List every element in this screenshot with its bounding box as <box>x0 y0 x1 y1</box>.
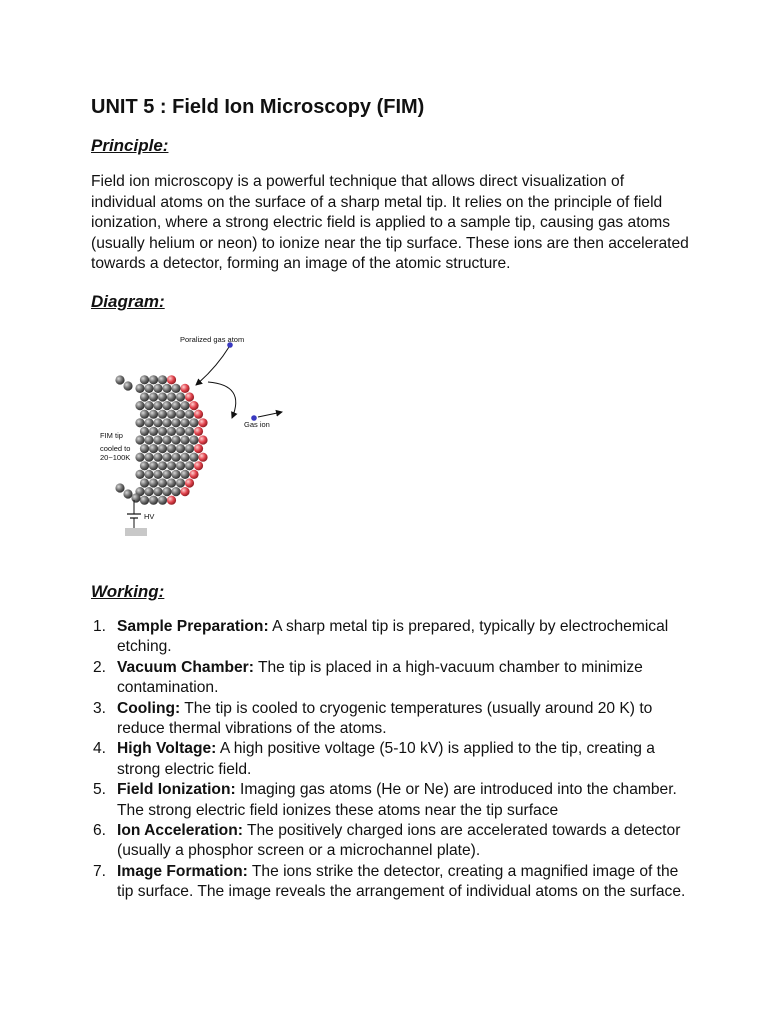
lattice-atom <box>149 410 158 419</box>
lattice-atom <box>167 410 176 419</box>
list-item: 4. High Voltage: A high positive voltage (5-10 kV) is applied to the tip, creating a strong electric field. <box>93 740 655 778</box>
lattice-atom <box>140 461 149 470</box>
shank-atom <box>131 493 140 502</box>
lattice-atom <box>176 478 185 487</box>
lattice-atom <box>185 461 194 470</box>
lattice-atom <box>167 444 176 453</box>
lattice-atom <box>171 435 180 444</box>
lattice-atom <box>140 444 149 453</box>
lattice-atom <box>176 444 185 453</box>
lattice-atom <box>140 375 149 384</box>
surface-atom <box>167 496 176 505</box>
lattice-atom <box>153 435 162 444</box>
label-temperature: 20~100K <box>100 453 131 462</box>
lattice-atom <box>167 478 176 487</box>
lattice-atom <box>144 487 153 496</box>
surface-atom <box>194 444 203 453</box>
lattice-atom <box>189 453 198 462</box>
lattice-atom <box>185 410 194 419</box>
lattice-atom <box>158 461 167 470</box>
list-item: 5. Field Ionization: Imaging gas atoms (He or Ne) are introduced into the chamber. The strong electric field ionizes these atoms near the tip surface <box>93 781 677 819</box>
shank-atom <box>123 489 132 498</box>
lattice-atom <box>176 427 185 436</box>
lattice-atom <box>149 427 158 436</box>
lattice-atom <box>153 384 162 393</box>
lattice-atom <box>158 478 167 487</box>
lattice-atom <box>171 401 180 410</box>
label-polarized-gas-atom: Poralized gas atom <box>180 335 245 344</box>
lattice-atom <box>153 401 162 410</box>
surface-atom <box>180 487 189 496</box>
surface-atom <box>189 470 198 479</box>
principle-heading: Principle: <box>91 136 169 155</box>
lattice-atom <box>135 418 144 427</box>
lattice-atom <box>171 453 180 462</box>
shank-atom <box>123 381 132 390</box>
lattice-atom <box>135 401 144 410</box>
surface-atom <box>194 461 203 470</box>
lattice-atom <box>144 418 153 427</box>
lattice-atom <box>167 427 176 436</box>
lattice-atom <box>162 435 171 444</box>
lattice-atom <box>140 427 149 436</box>
lattice-atom <box>135 470 144 479</box>
lattice-atom <box>158 392 167 401</box>
lattice-atom <box>171 418 180 427</box>
surface-atom <box>194 410 203 419</box>
ionization-arrow <box>208 382 236 418</box>
lattice-atom <box>149 444 158 453</box>
page-title: UNIT 5 : Field Ion Microscopy (FIM) <box>91 96 425 118</box>
lattice-atom <box>158 375 167 384</box>
lattice-atom <box>149 496 158 505</box>
lattice-atom <box>153 487 162 496</box>
shank-atom <box>115 483 124 492</box>
atom-lattice <box>115 375 207 505</box>
surface-atom <box>194 427 203 436</box>
lattice-atom <box>185 427 194 436</box>
lattice-atom <box>158 444 167 453</box>
lattice-atom <box>167 461 176 470</box>
lattice-atom <box>153 453 162 462</box>
lattice-atom <box>176 461 185 470</box>
lattice-atom <box>153 470 162 479</box>
lattice-atom <box>153 418 162 427</box>
lattice-atom <box>140 392 149 401</box>
lattice-atom <box>162 453 171 462</box>
lattice-atom <box>162 418 171 427</box>
lattice-atom <box>180 435 189 444</box>
lattice-atom <box>144 384 153 393</box>
lattice-atom <box>135 453 144 462</box>
lattice-atom <box>135 384 144 393</box>
label-fim-tip: FIM tip <box>100 431 123 440</box>
incoming-gas-arrow <box>196 347 229 385</box>
lattice-atom <box>135 435 144 444</box>
lattice-atom <box>140 496 149 505</box>
ion-departure-arrow <box>258 412 282 417</box>
list-item: 1. Sample Preparation: A sharp metal tip is prepared, typically by electrochemical etching. <box>93 618 669 656</box>
lattice-atom <box>149 375 158 384</box>
list-item: 2. Vacuum Chamber: The tip is placed in a high-vacuum chamber to minimize contamination. <box>93 658 643 697</box>
shank-atom <box>115 375 124 384</box>
lattice-atom <box>180 401 189 410</box>
fim-diagram <box>96 330 296 540</box>
lattice-atom <box>149 461 158 470</box>
lattice-atom <box>189 418 198 427</box>
surface-atom <box>180 384 189 393</box>
list-item: 3. Cooling: The tip is cooled to cryogenic temperatures (usually around 20 K) to reduce thermal vibrations of the atoms. <box>93 699 653 738</box>
label-hv: HV <box>144 512 155 521</box>
surface-atom <box>167 375 176 384</box>
surface-atom <box>198 453 207 462</box>
lattice-atom <box>162 470 171 479</box>
lattice-atom <box>176 410 185 419</box>
lattice-atom <box>140 478 149 487</box>
list-item: 7. Image Formation: The ions strike the detector, creating a magnified image of the tip surface. The image reveals the arrangement of individual atoms on the surface. <box>93 862 686 901</box>
surface-atom <box>189 401 198 410</box>
lattice-atom <box>176 392 185 401</box>
lattice-atom <box>162 487 171 496</box>
lattice-atom <box>144 453 153 462</box>
surface-atom <box>198 418 207 427</box>
lattice-atom <box>185 444 194 453</box>
lattice-atom <box>180 470 189 479</box>
label-gas-ion: Gas ion <box>244 420 270 429</box>
lattice-atom <box>189 435 198 444</box>
lattice-atom <box>171 384 180 393</box>
lattice-atom <box>140 410 149 419</box>
lattice-atom <box>171 470 180 479</box>
lattice-atom <box>144 401 153 410</box>
lattice-atom <box>149 478 158 487</box>
lattice-atom <box>144 435 153 444</box>
label-cooled-to: cooled to <box>100 444 131 453</box>
lattice-atom <box>144 470 153 479</box>
lattice-atom <box>162 384 171 393</box>
surface-atom <box>185 478 194 487</box>
lattice-atom <box>171 487 180 496</box>
lattice-atom <box>149 392 158 401</box>
list-item: 6. Ion Acceleration: The positively charged ions are accelerated towards a detector (usually a phosphor screen or a microchannel plate). <box>93 822 681 860</box>
lattice-atom <box>158 410 167 419</box>
surface-atom <box>185 392 194 401</box>
working-heading: Working: <box>91 582 165 601</box>
fim-diagram-svg <box>96 330 296 540</box>
principle-text: Field ion microscopy is a powerful technique that allows direct visualization of individual atoms on the surface of a sharp metal tip. It relies on the principle of field ionization, where a strong electric field is applied to a sample tip, causing gas atoms (usually helium or neon) to ionize near the tip surface. These ions are then accelerated towards a detector, forming an image of the atomic structure. <box>91 173 689 273</box>
lattice-atom <box>167 392 176 401</box>
lattice-atom <box>162 401 171 410</box>
diagram-heading: Diagram: <box>91 292 165 311</box>
working-steps-list <box>91 617 691 903</box>
lattice-atom <box>180 453 189 462</box>
lattice-atom <box>158 427 167 436</box>
surface-atom <box>198 435 207 444</box>
lattice-atom <box>158 496 167 505</box>
ground-icon <box>125 528 147 536</box>
lattice-atom <box>180 418 189 427</box>
